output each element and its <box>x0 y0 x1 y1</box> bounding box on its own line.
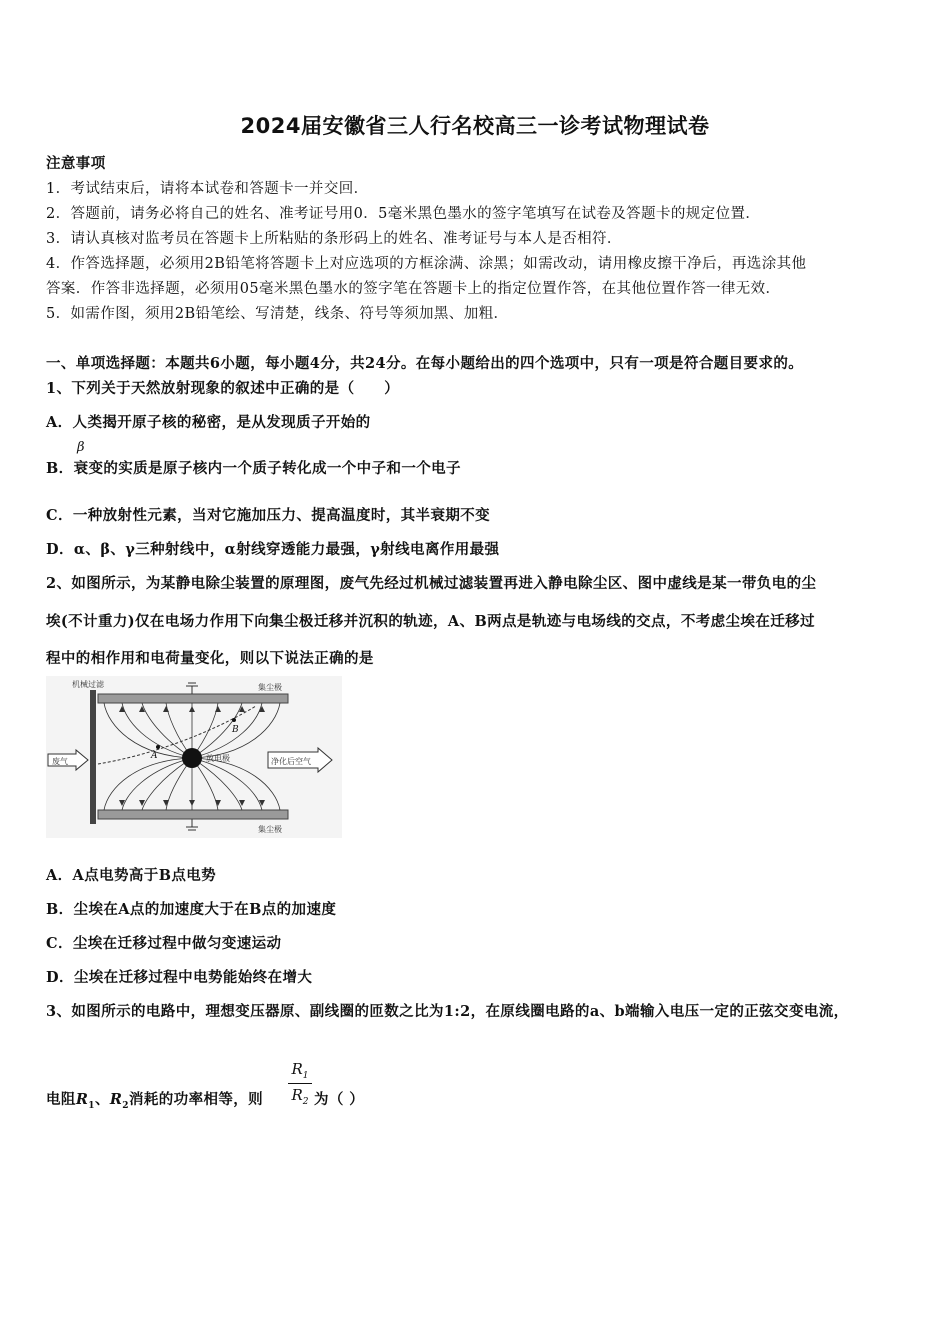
denominator-sub: 2 <box>302 1097 309 1107</box>
point-a-label: A <box>151 751 158 761</box>
notice-item: 3．请认真核对监考员在答题卡上所粘贴的条形码上的姓名、准考证号与本人是否相符． <box>46 231 622 247</box>
q2-option-d: D．尘埃在迁移过程中电势能始终在增大 <box>46 969 313 986</box>
numerator-sub: 1 <box>302 1071 309 1081</box>
q3-text-pre: 电阻 <box>46 1091 76 1108</box>
denominator-symbol: R <box>291 1086 303 1104</box>
outlet-label: 净化后空气 <box>271 757 311 766</box>
q3-sep: 、 <box>94 1091 110 1108</box>
question-2-stem-line3: 程中的相作用和电荷量变化，则以下说法正确的是 <box>46 650 374 667</box>
q1-option-c: C．一种放射性元素，当对它施加压力、提高温度时，其半衰期不变 <box>46 507 491 524</box>
question-2-stem-line1: 2、如图所示，为某静电除尘装置的原理图，废气先经过机械过滤装置再进入静电除尘区、图中虚线是某一带负电的尘 <box>46 575 817 592</box>
r2-symbol: R <box>109 1091 123 1108</box>
q2-option-a: A．A点电势高于B点电势 <box>46 867 217 884</box>
fraction-numerator <box>288 1060 312 1084</box>
collector-bottom-label: 集尘极 <box>258 825 282 834</box>
electrostatic-precipitator-diagram <box>46 676 342 838</box>
q1-option-a: A．人类揭开原子核的秘密，是从发现质子开始的 <box>46 414 371 431</box>
notice-item: 5．如需作图，须用2B铅笔绘、写清楚，线条、符号等须加黑、加粗． <box>46 306 509 322</box>
q2-option-b: B．尘埃在A点的加速度大于在B点的加速度 <box>46 901 337 918</box>
q1-option-d: D．α、β、γ三种射线中，α射线穿透能力最强，γ射线电离作用最强 <box>46 541 500 558</box>
point-b-label: B <box>232 725 239 735</box>
resistance-ratio-fraction <box>288 1060 312 1107</box>
collector-top-label: 集尘极 <box>258 683 282 692</box>
section-heading: 一、单项选择题：本题共6小题，每小题4分，共24分。在每小题给出的四个选项中，只有一项是符合题目要求的。 <box>46 355 804 372</box>
question-1-stem: 1、下列关于天然放射现象的叙述中正确的是（ ） <box>46 380 400 397</box>
q3-text-end: 为（ ） <box>314 1091 365 1108</box>
beta-symbol: β <box>77 440 85 455</box>
notice-item: 答案．作答非选择题，必须用05毫米黑色墨水的签字笔在答题卡上的指定位置作答，在其他位置作答一律无效． <box>46 281 781 297</box>
r1-sub: 1 <box>88 1100 95 1111</box>
discharge-label: 放电极 <box>206 754 230 763</box>
r2-sub: 2 <box>122 1100 129 1111</box>
filter-label: 机械过滤 <box>72 680 104 689</box>
question-3-stem-line2 <box>46 1088 263 1111</box>
r1-symbol: R <box>75 1091 89 1108</box>
top-collector-plate <box>98 694 288 703</box>
notice-item: 4．作答选择题，必须用2B铅笔将答题卡上对应选项的方框涂满、涂黑；如需改动，请用橡皮擦干净后，再选涂其他 <box>46 256 807 272</box>
page-title: 2024届安徽省三人行名校高三一诊考试物理试卷 <box>240 114 710 138</box>
notice-heading: 注意事项 <box>46 155 106 172</box>
q1-option-b-text: 衰变的实质是原子核内一个质子转化成一个中子和一个电子 <box>73 460 461 477</box>
notice-item: 1．考试结束后，请将本试卷和答题卡一并交回． <box>46 181 369 197</box>
q3-text-mid: 消耗的功率相等，则 <box>128 1091 264 1108</box>
q2-option-c: C．尘埃在迁移过程中做匀变速运动 <box>46 935 282 952</box>
inlet-label: 废气 <box>52 757 68 766</box>
discharge-electrode <box>182 748 202 768</box>
question-3-stem-line1: 3、如图所示的电路中，理想变压器原、副线圈的匝数之比为1:2，在原线圈电路的a、b端输入电压一定的正弦交变电流， <box>46 1003 849 1020</box>
question-2-stem-line2: 埃(不计重力)仅在电场力作用下向集尘极迁移并沉积的轨迹，A、B两点是轨迹与电场线的交点，不考虑尘埃在迁移过 <box>46 613 815 630</box>
q1-option-b <box>46 457 461 478</box>
filter-plate <box>90 690 96 824</box>
point-a-marker <box>156 745 160 749</box>
bottom-collector-plate <box>98 810 288 819</box>
notice-item: 2．答题前，请务必将自己的姓名、准考证号用0．5毫米黑色墨水的签字笔填写在试卷及答题卡的规定位置． <box>46 206 761 222</box>
q1-option-b-letter: B． <box>46 460 74 477</box>
numerator-symbol: R <box>291 1060 303 1078</box>
fraction-denominator <box>288 1084 312 1107</box>
point-b-marker <box>232 718 236 722</box>
